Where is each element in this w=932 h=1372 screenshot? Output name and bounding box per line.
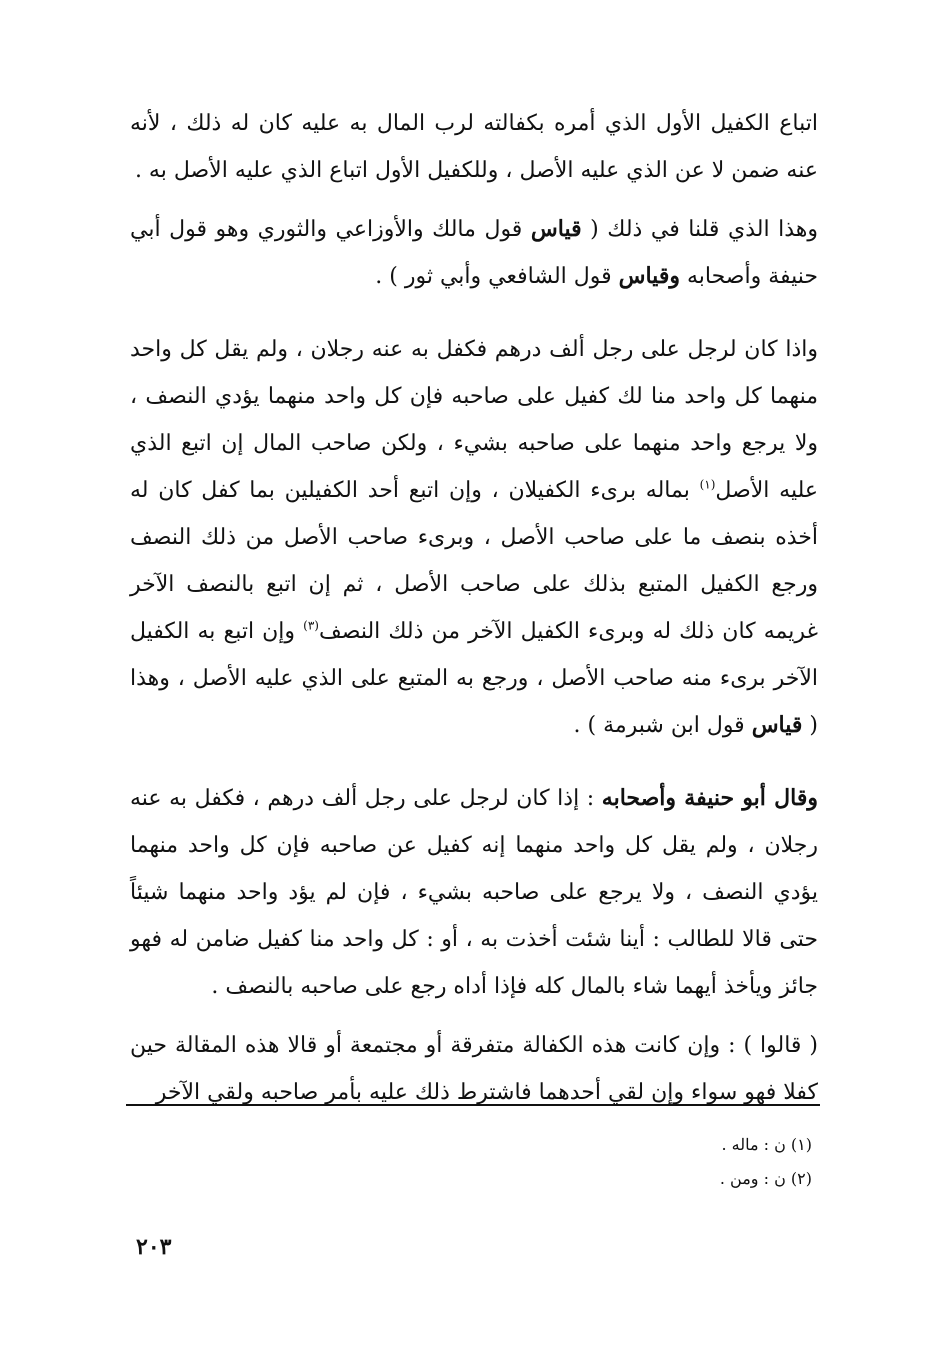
footnote-ref: (٣) — [303, 618, 319, 633]
footnote-ref: (١) — [699, 477, 716, 492]
paragraph-1 — [130, 100, 818, 194]
paragraph-3 — [130, 326, 818, 749]
text-run: واذا كان لرجل على رجل ألف درهم فكفل به عنه رجلان ، ولم يقل كل واحد منهما كل واحد منا لك كفيل على صاحبه فإن كل واحد منهما يؤدي النصف ، ولا يرجع واحد منهما على صاحبه بشيء ، ولكن صاحب المال إن اتبع الذي عليه الأصل — [130, 337, 819, 503]
main-text — [130, 100, 818, 1116]
bold-term: وقياس — [618, 263, 680, 289]
bold-term: قياس — [751, 712, 803, 738]
footnote-1: (١) ن : ماله . — [721, 1135, 812, 1154]
text-run: وهذا الذي قلنا في ذلك ( — [581, 217, 819, 242]
footnote-2: (٢) ن : ومن . — [719, 1169, 812, 1188]
text-run: اتباع الكفيل الأول الذي أمره بكفالته لرب المال به عليه كان له ذلك ، لأنه عنه ضمن لا عن الذي عليه الأصل ، وللكفيل الأول اتباع الذي عليه الأصل به . — [130, 111, 818, 183]
footnotes — [412, 1128, 812, 1196]
bold-term: قياس — [530, 216, 582, 242]
text-run: وإن اتبع به الكفيل الآخر برىء منه صاحب الأصل ، ورجع به المتبع على الذي عليه الأصل ، وهذا ( — [130, 619, 818, 738]
text-run: قول ابن شبرمة ) . — [573, 713, 752, 738]
text-run: : إذا كان لرجل على رجل ألف درهم ، فكفل به عنه رجلان ، ولم يقل كل واحد منهما إنه كفيل عن صاحبه فإن كل واحد منهما يؤدي النصف ، ولا يرجع على صاحبه بشيء ، فإن لم يؤد واحد منهما شيئاً حتى قالا للطالب : أينا شئت أخذت به ، أو : كل واحد منا كفيل ضامن له فهو جائز ويأخذ أيهما شاء بالمال كله فإذا أداه رجع على صاحبه بالنصف . — [130, 786, 818, 999]
paragraph-4 — [130, 775, 818, 1010]
page-number: ٢٠٣ — [136, 1234, 172, 1260]
footnote-divider — [126, 1104, 820, 1106]
text-run: قول مالك والأوزاعي والثوري وهو قول أبي حنيفة وأصحابه — [130, 217, 818, 289]
paragraph-5 — [130, 1022, 818, 1116]
text-run: بماله برىء الكفيلان ، وإن اتبع أحد الكفيلين بما كفل كان له أخذه بنصف ما على صاحب الأصل ، وبرىء صاحب الأصل من ذلك النصف ورجع الكفيل المتبع بذلك على صاحب الأصل ، ثم إن اتبع بالنصف الآخر غريمه كان ذلك له وبرىء الكفيل الآخر من ذلك النصف — [130, 478, 819, 644]
bold-term: وقال أبو حنيفة وأصحابه — [601, 785, 818, 811]
paragraph-2 — [130, 206, 818, 300]
text-run: ( قالوا ) : وإن كانت هذه الكفالة متفرقة أو مجتمعة أو قالا هذه المقالة حين كفلا فهو سواء وإن لقي أحدهما فاشترط ذلك عليه بأمر صاحبه ولقي الآخر — [130, 1033, 818, 1105]
text-run: قول الشافعي وأبي ثور ) . — [375, 264, 619, 289]
